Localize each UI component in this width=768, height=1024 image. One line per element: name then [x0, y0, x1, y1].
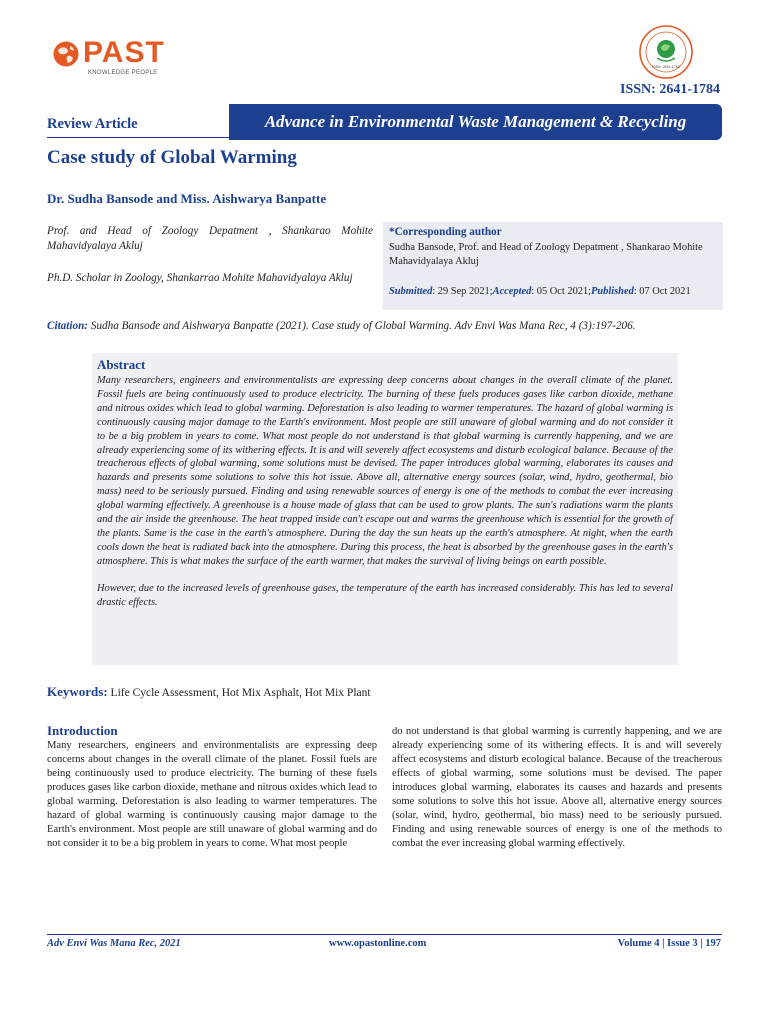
journal-seal-icon — [638, 24, 694, 80]
globe-icon — [52, 40, 80, 68]
footer-website-link[interactable]: www.opastonline.com — [329, 938, 427, 949]
affiliation-2: Ph.D. Scholar in Zoology, Shankarrao Mohite Mahavidyalaya Akluj — [47, 272, 353, 284]
abstract-paragraph: However, due to the increased levels of greenhouse gases, the temperature of the earth has increased considerably. This has led to several drastic effects. — [97, 582, 673, 608]
citation — [47, 319, 722, 334]
issn-number: ISSN: 2641-1784 — [620, 82, 720, 97]
introduction-left-column: Many researchers, engineers and environmentalists are expressing deep concerns about changes in the overall climate of the planet. Fossil fuels are being continuously used to produce electricity. The burning of these fuels produces gases like carbon dioxide, methane and nitrous oxides which lead to global warming. Deforestation is also leading to warmer temperatures. The hazard of global warming is continuously causing major damage to the Earth's environment. Most people are still unaware of global warming and do not consider it to be a big problem in years to come. What most people — [47, 740, 377, 849]
abstract-paragraph: Many researchers, engineers and environmentalists are expressing deep concerns about changes in the overall climate of the planet. Fossil fuels are being continuously used to produce electricity. The burning of these fuels produces gases like carbon dioxide, methane and nitrous oxides which lead to global warming. Deforestation is also leading to warmer temperatures. The hazard of global warming is continuously causing major damage to the Earth's environment. Most people are still unaware of global warming and do not consider it to be a big problem in years to come. What most people do not understand is that global warming is currently happening, and we are already experiencing some of its withering effects. It is and will severely affect ecosystems and disturb ecological balance. Because of the treacherous effects of global warming, some solutions must be devised. The paper introduces global warming, elaborates its causes and hazards and presents some solutions to solve this hot issue. Above all, alternative energy sources (solar, wind, hydro, geothermal, bio mass) need to be seriously pursued. Finding and using renewable sources of energy is one of the methods to combat the ever increasing global warming effectively. A greenhouse is a house made of glass that can be used to grow plants. The sun's radiations warm the plants and the air inside the greenhouse. The heat trapped inside can't escape out and warms the greenhouse which is essential for the growth of the plants. Same is the case in the earth's atmosphere. During the day the sun heats up the earth's atmosphere. At night, when the earth cools down the heat is radiated back into the atmosphere. During this process, the heat is absorbed by the greenhouse gases in the earth's atmosphere. This is what makes the surface of the earth warmer, that makes the survival of living beings on earth possible. — [97, 375, 673, 567]
corresponding-author-label: *Corresponding author — [389, 226, 502, 238]
abstract-heading: Abstract — [97, 357, 146, 372]
author-list: Dr. Sudha Bansode and Miss. Aishwarya Banpatte — [47, 191, 327, 206]
affiliation-1: Prof. and Head of Zoology Depatment , Shankarao Mohite Mahavidyalaya Akluj — [47, 225, 373, 252]
keywords-label: Keywords: — [47, 684, 108, 699]
citation-label: Citation: — [47, 320, 89, 332]
published-date: : 07 Oct 2021 — [633, 286, 691, 297]
publisher-logo — [52, 36, 165, 82]
introduction-heading: Introduction — [47, 723, 118, 738]
article-dates — [389, 286, 691, 297]
footer-journal-abbrev: Adv Envi Was Mana Rec, 2021 — [47, 938, 181, 949]
journal-name: Advance in Environmental Waste Management & Recycling — [264, 112, 687, 131]
citation-text: Sudha Bansode and Aishwarya Banpatte (2021). Case study of Global Warming. Adv Envi Was Mana Rec, 4 (3):197-206. — [88, 320, 636, 332]
submitted-date: : 29 Sep 2021; — [432, 286, 493, 297]
journal-name-banner — [229, 104, 722, 140]
submitted-label: Submitted — [389, 286, 433, 297]
keywords — [47, 684, 371, 700]
article-type-underline — [47, 137, 229, 138]
logo-wordmark: PAST — [83, 36, 165, 69]
article-title: Case study of Global Warming — [47, 147, 297, 168]
corresponding-author-text: Sudha Bansode, Prof. and Head of Zoology Depatment , Shankarao Mohite Mahavidyalaya Akluj — [389, 242, 703, 267]
published-label: Published — [591, 286, 634, 297]
logo-tagline: KNOWLEDGE PEOPLE — [88, 70, 158, 76]
accepted-label: Accepted — [492, 286, 532, 297]
accepted-date: : 05 Oct 2021; — [531, 286, 592, 297]
footer-volume-info: Volume 4 | Issue 3 | 197 — [617, 938, 721, 949]
footer-divider — [47, 934, 722, 935]
article-type: Review Article — [47, 116, 138, 132]
introduction-right-column: do not understand is that global warming is currently happening, and we are already experiencing some of its withering effects. It is and will severely affect ecosystems and disturb ecological balance. Because of the treacherous effects of global warming, some solutions must be devised. The paper introduces global warming, elaborates its causes and hazards and presents some solutions to solve this hot issue. Above all, alternative energy sources (solar, wind, hydro, geothermal, bio mass) need to be seriously pursued. Finding and using renewable sources of energy is one of the methods to combat the ever increasing global warming effectively. — [392, 726, 722, 849]
seal-issn-text: ISSN: 2641-1784 — [652, 65, 680, 69]
keywords-text: Life Cycle Assessment, Hot Mix Asphalt, Hot Mix Plant — [107, 687, 371, 699]
abstract-body — [97, 374, 673, 623]
